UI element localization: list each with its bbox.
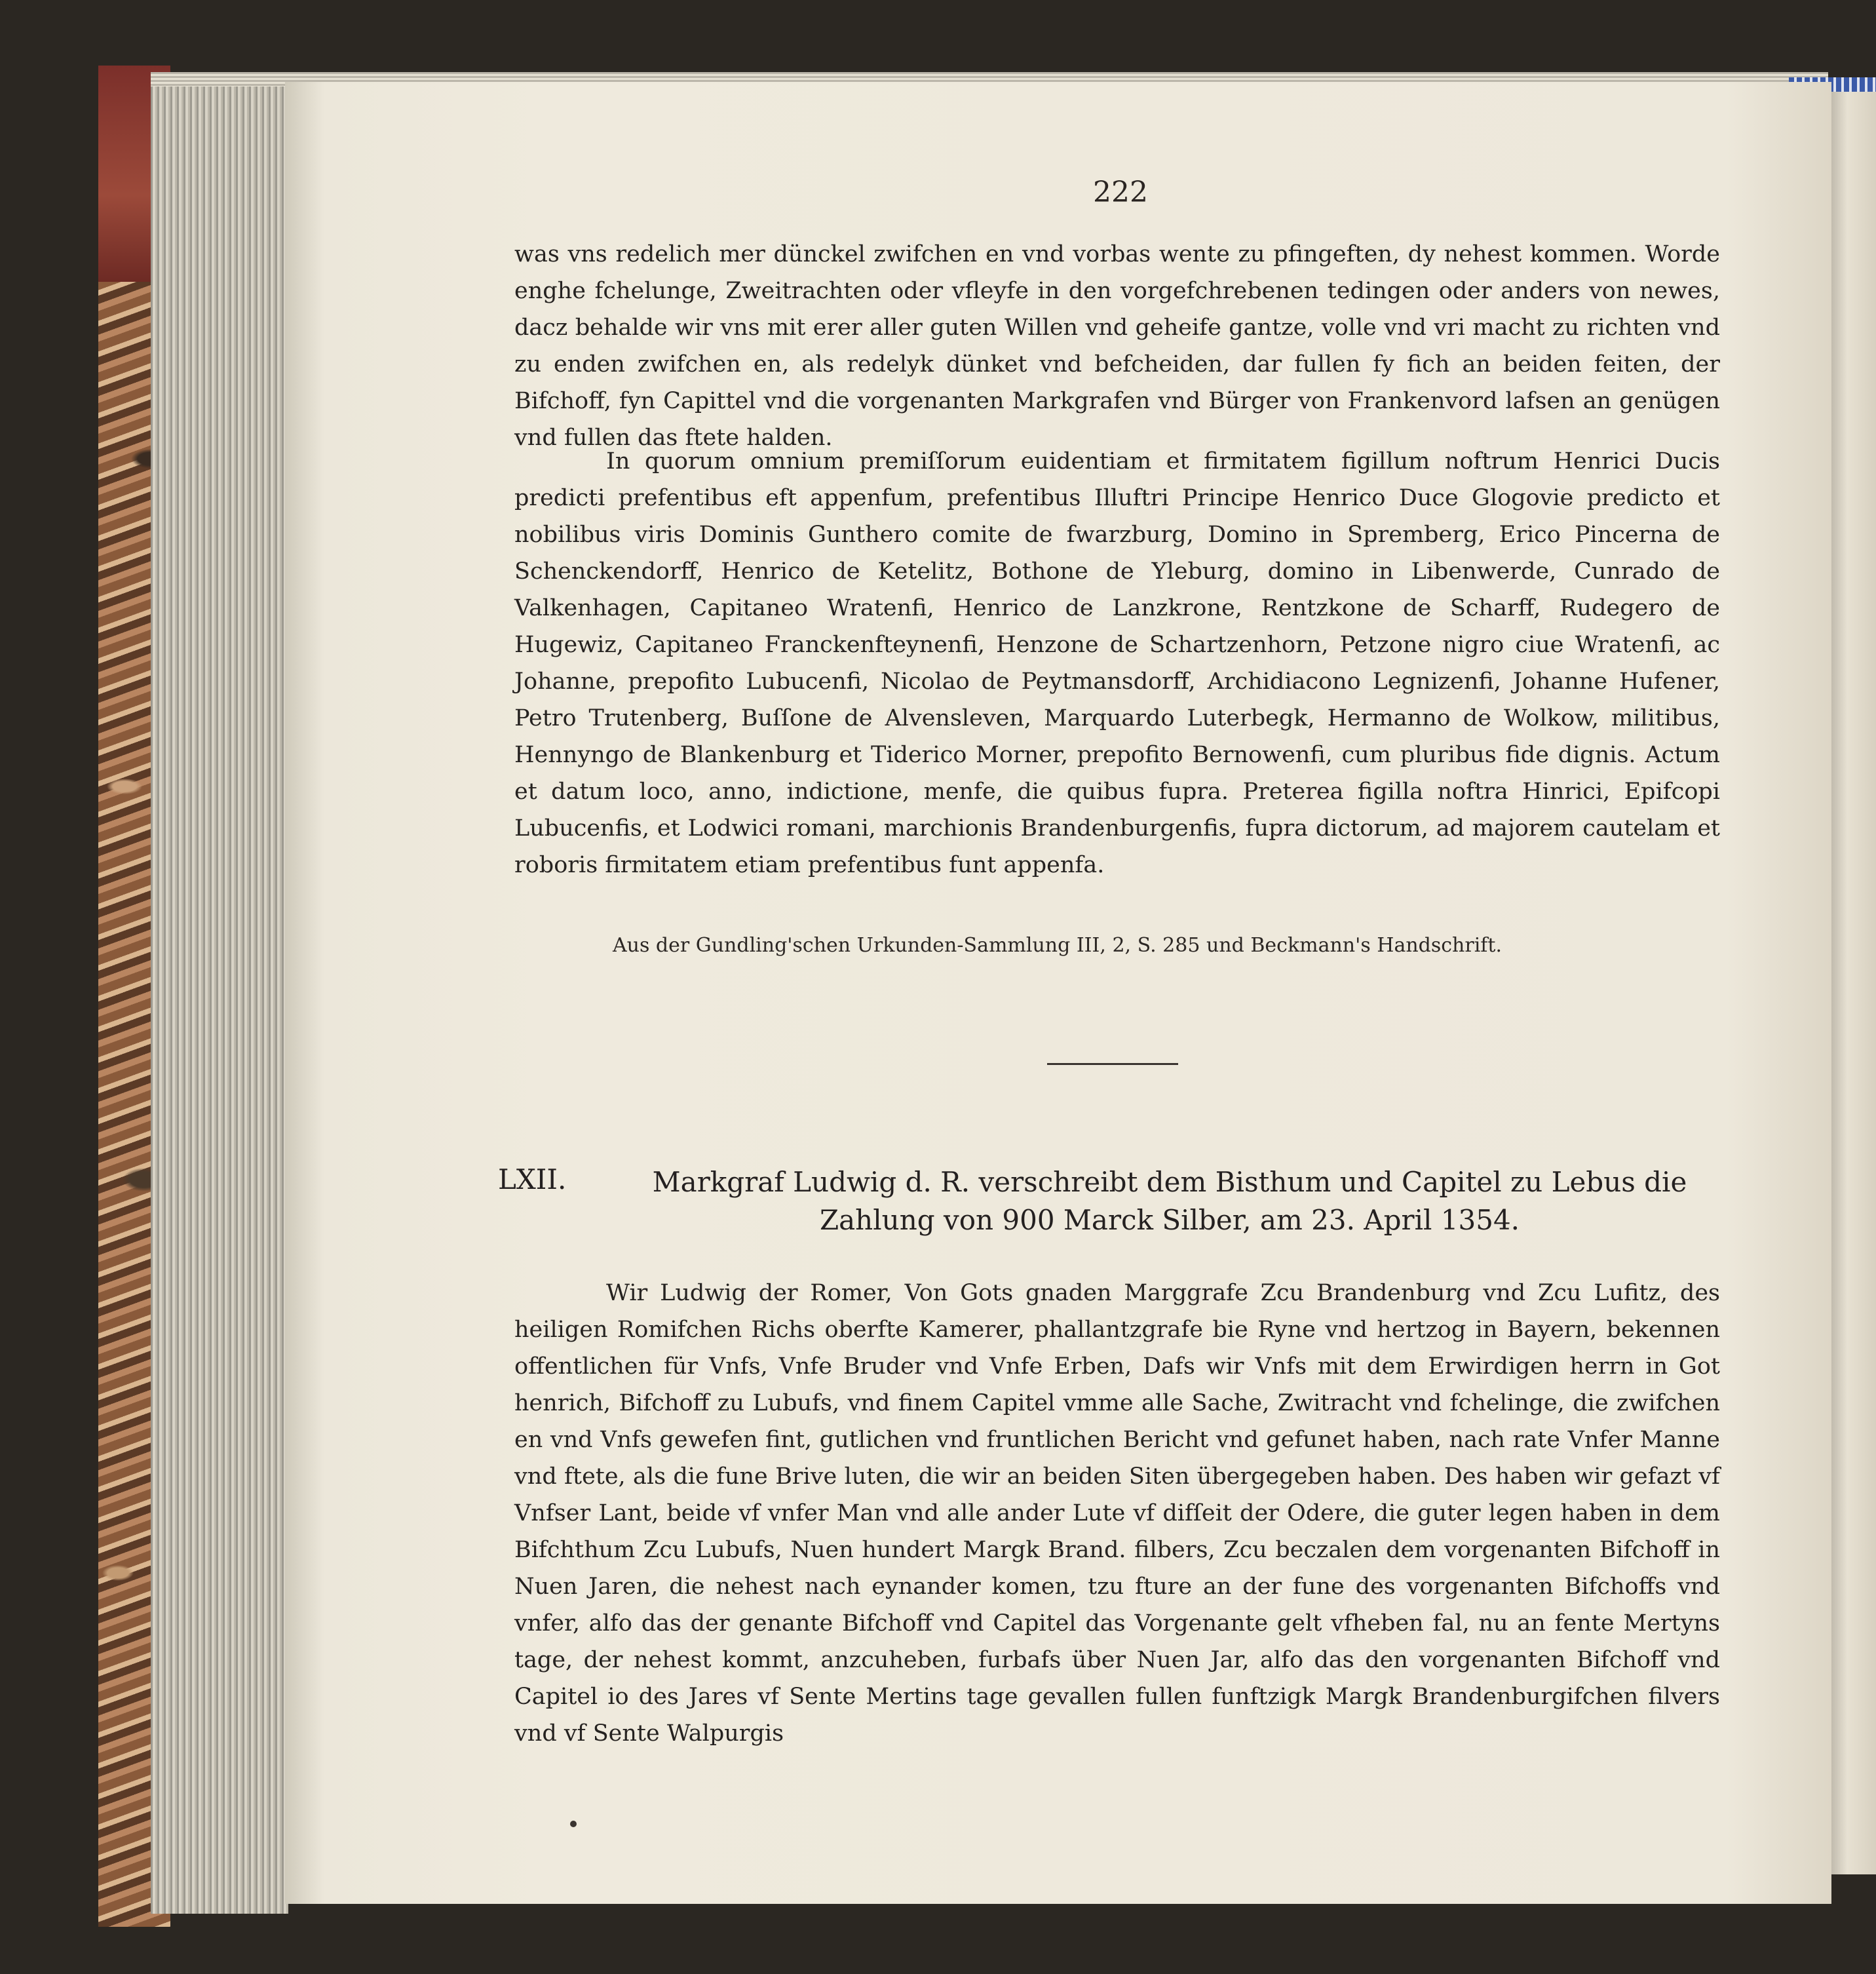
document-text: Wir Ludwig der Romer, Von Gots gnaden Marggrafe Zcu Brandenburg vnd Zcu Lufitz, des heiligen Romifchen Richs oberfte Kamerer, phallantzgrafe bie Ryne vnd hertzog in Bayern, bekennen offentlichen für Vnfs, Vnfe Bruder vnd Vnfe Erben, Dafs wir Vnfs mit dem Erwirdigen herrn in Got henrich, Bifchoff zu Lubufs, vnd finem Capitel vmme alle Sache, Zwitracht vnd fchelinge, die zwifchen en vnd Vnfs gewefen fint, gutlichen vnd fruntlichen Bericht vnd gefunet haben, nach rate Vnfer Manne vnd ftete, als die fune Brive luten, die wir an beiden Siten übergegeben haben. Des haben wir gefazt vf Vnfser Lant, beide vf vnfer Man vnd alle ander Lute vf difſeit der Odere, die guter legen haben in dem Bifchthum Zcu Lubufs, Nuen hundert Margk Brand. filbers, Zcu beczalen dem vorgenanten Bifchoff in Nuen Jaren, die nehest nach eynander komen, tzu fture an der fune des vorgenanten Bifchoffs vnd vnfer, alfo das der genante Bifchoff vnd Capitel das Vorgenante gelt vfheben fal, nu an fente Mertyns tage, der nehest kommt, anzcuheben, furbafs über Nuen Jar, alfo das den vorgenanten Bifchoff vnd Capitel io des Jares vf Sente Mertins tage gevallen fullen funftzigk Margk Brandenburgifchen filvers vnd vf Sente Walpurgis	[514, 1280, 1720, 1747]
facing-page-edge	[1828, 92, 1876, 1874]
document-number: LXII.	[498, 1163, 567, 1195]
document-title: Markgraf Ludwig d. R. verschreibt dem Bisthum und Capitel zu Lebus die Zahlung von 900 Marck Silber, am 23. April 1354.	[652, 1166, 1687, 1236]
page-stack-edges	[151, 72, 288, 1914]
page-number: 222	[1093, 176, 1148, 209]
source-note: Aus der Gundling'schen Urkunden-Sammlung III, 2, S. 285 und Beckmann's Handschrift.	[613, 934, 1503, 957]
text-paragraph: In quorum omnium premiſſorum euidentiam et firmitatem figillum noftrum Henrici Ducis predicti prefentibus eft appenfum, prefentibus Illuftri Principe Henrico Duce Glogovie predicto et nobilibus viris Dominis Gunthero comite de fwarzburg, Domino in Spremberg, Erico Pincerna de Schenckendorff, Henrico de Ketelitz, Bothone de Yleburg, domino in Libenwerde, Cunrado de Valkenhagen, Capitaneo Wratenfi, Henrico de Lanzkrone, Rentzkone de Scharff, Rudegero de Hugewiz, Capitaneo Franckenfteynenfi, Henzone de Schartzenhorn, Petzone nigro ciue Wratenfi, ac Johanne, prepofito Lubucenfi, Nicolao de Peytmansdorff, Archidiacono Legnizenfi, Johanne Hufener, Petro Trutenberg, Buſſone de Alvensleven, Marquardo Luterbegk, Hermanno de Wolkow, militibus, Hennyngo de Blankenburg et Tiderico Morner, prepofito Bernowenfi, cum pluribus fide dignis. Actum et datum loco, anno, indictione, menfe, die quibus fupra. Preterea figilla noftra Hinrici, Epifcopi Lubucenfis, et Lodwici romani, marchionis Brandenburgenfis, fupra dictorum, ad majorem cautelam et roboris firmitatem etiam prefentibus funt appenfa.	[514, 448, 1720, 878]
section-divider	[1047, 1063, 1178, 1065]
text-paragraph: was vns redelich mer dünckel zwifchen en vnd vorbas wente zu pfingeften, dy nehest kommen. Worde enghe fchelunge, Zweitrachten oder vfleyfe in den vorgefchrebenen tedingen oder anders von newes, dacz behalde wir vns mit erer aller guten Willen vnd geheife gantze, volle vnd vri macht zu richten vnd zu enden zwifchen en, als redelyk dünket vnd befcheiden, dar fullen fy fich an beiden feiten, der Bifchoff, fyn Capittel vnd die vorgenanten Markgrafen vnd Bürger von Frankenvord lafsen an genügen vnd fullen das ftete halden.	[514, 241, 1720, 451]
ink-speck	[570, 1821, 577, 1827]
